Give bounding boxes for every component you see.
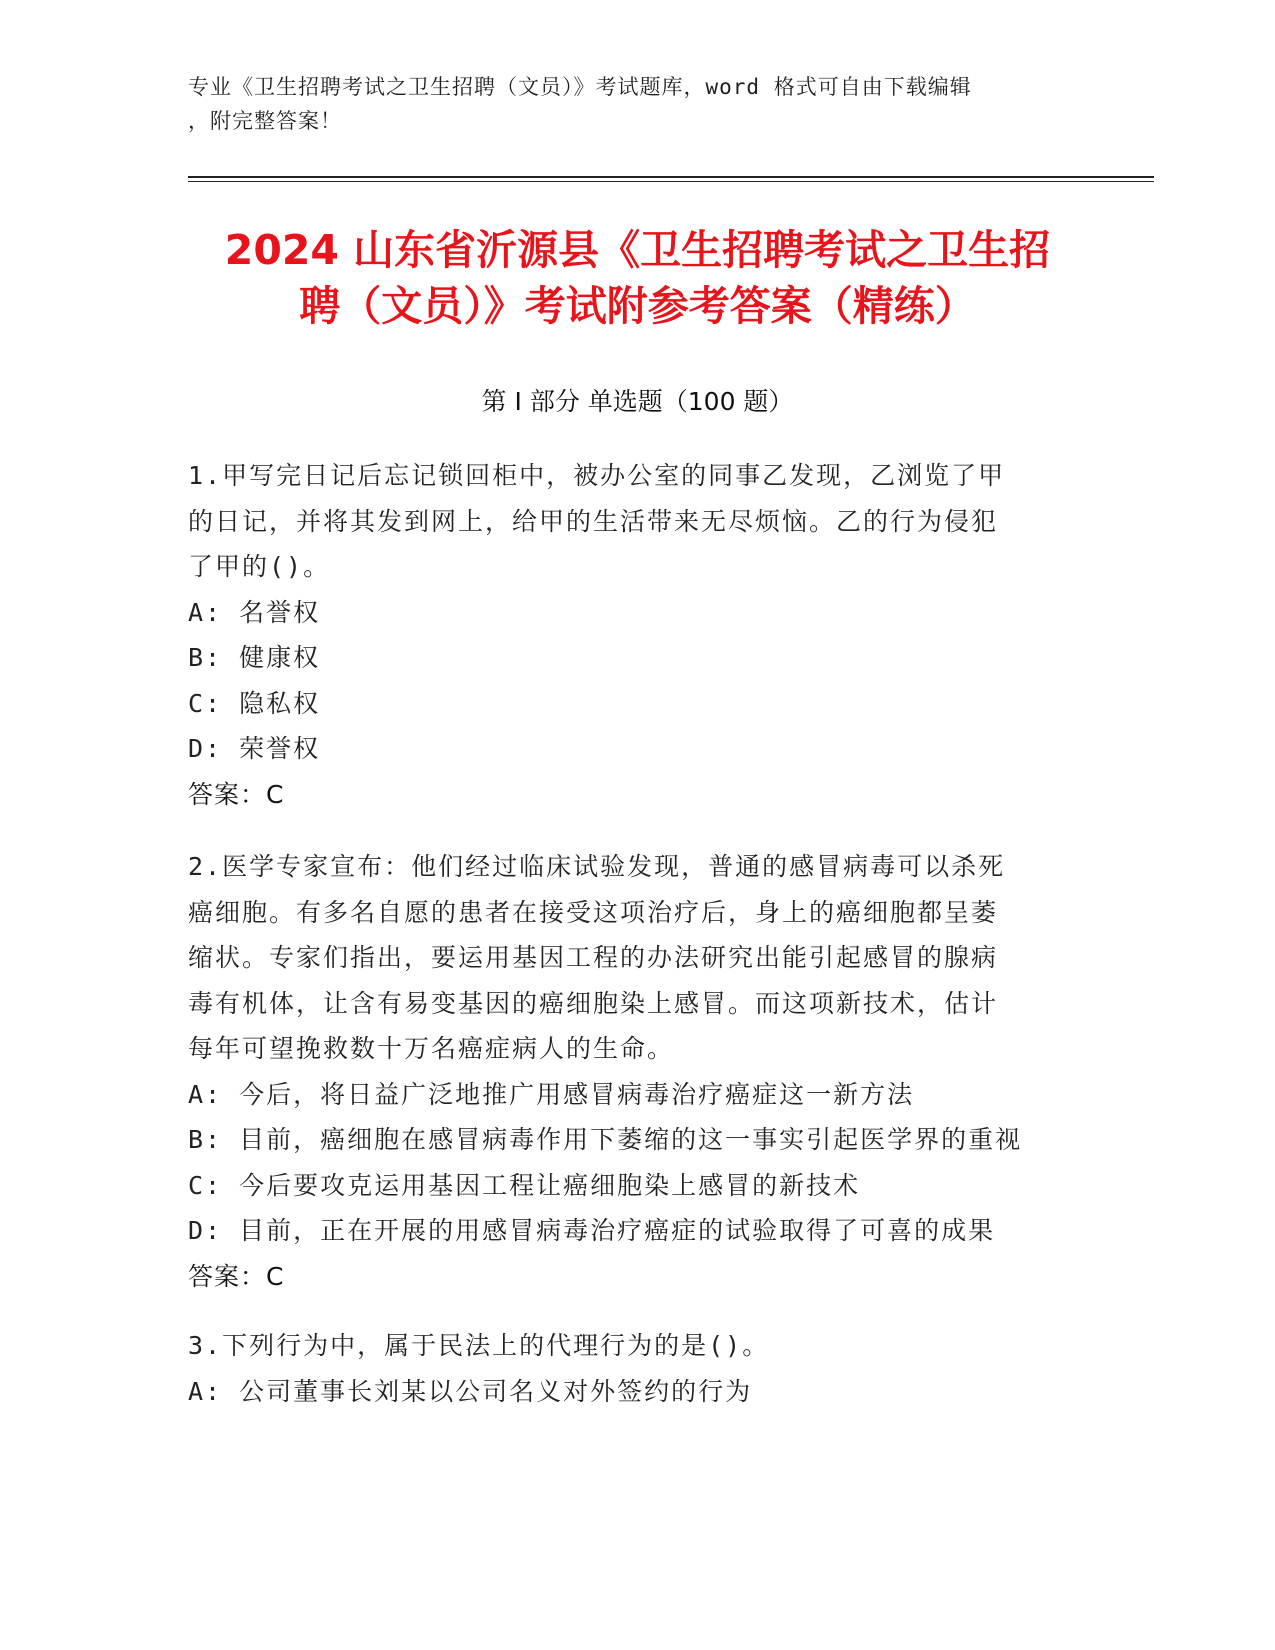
header-divider-thick <box>188 176 1154 178</box>
question-stem-line: 每年可望挽救数十万名癌症病人的生命。 <box>188 1034 675 1063</box>
option-b: B: 健康权 <box>188 643 321 672</box>
header-note-line-2: ，附完整答案！ <box>188 109 342 133</box>
answer-label: 答案：C <box>188 779 285 809</box>
header-note-line-1: 专业《卫生招聘考试之卫生招聘（文员）》考试题库，word 格式可自由下载编辑 <box>188 75 972 99</box>
document-title-line-1: 2024 山东省沂源县《卫生招聘考试之卫生招 <box>224 226 1051 274</box>
question-3 <box>188 1323 1088 1414</box>
option-c: C: 今后要攻克运用基因工程让癌细胞染上感冒的新技术 <box>188 1170 861 1200</box>
question-stem-line: 毒有机体，让含有易变基因的癌细胞染上感冒。而这项新技术，估计 <box>188 988 999 1018</box>
section-title: 第 I 部分 单选题（100 题） <box>481 387 794 416</box>
header-divider-thin <box>188 181 1154 182</box>
option-a: A: 公司董事长刘某以公司名义对外签约的行为 <box>188 1376 753 1406</box>
question-stem-line: 癌细胞。有多名自愿的患者在接受这项治疗后，身上的癌细胞都呈萎 <box>188 897 999 927</box>
document-title-line-2: 聘（文员）》考试附参考答案（精练） <box>299 282 976 330</box>
question-stem-line: 2.医学专家宣布：他们经过临床试验发现，普通的感冒病毒可以杀死 <box>188 852 1006 881</box>
option-d: D: 荣誉权 <box>188 734 321 763</box>
question-stem-line: 了甲的()。 <box>188 552 331 581</box>
option-d: D: 目前，正在开展的用感冒病毒治疗癌症的试验取得了可喜的成果 <box>188 1216 996 1245</box>
question-stem-line: 1.甲写完日记后忘记锁回柜中，被办公室的同事乙发现，乙浏览了甲 <box>188 461 1006 490</box>
question-1 <box>188 453 1088 817</box>
option-b: B: 目前，癌细胞在感冒病毒作用下萎缩的这一事实引起医学界的重视 <box>188 1125 1023 1154</box>
answer-label: 答案：C <box>188 1261 285 1291</box>
question-stem-line: 的日记，并将其发到网上，给甲的生活带来无尽烦恼。乙的行为侵犯 <box>188 506 999 536</box>
option-c: C: 隐私权 <box>188 688 321 718</box>
question-2 <box>188 844 1088 1299</box>
option-a: A: 名誉权 <box>188 597 321 627</box>
question-stem-line: 3.下列行为中，属于民法上的代理行为的是()。 <box>188 1331 770 1360</box>
header-note <box>188 70 1088 138</box>
option-a: A: 今后，将日益广泛地推广用感冒病毒治疗癌症这一新方法 <box>188 1079 915 1109</box>
question-stem-line: 缩状。专家们指出，要运用基因工程的办法研究出能引起感冒的腺病 <box>188 943 999 972</box>
document-title <box>150 222 1125 334</box>
